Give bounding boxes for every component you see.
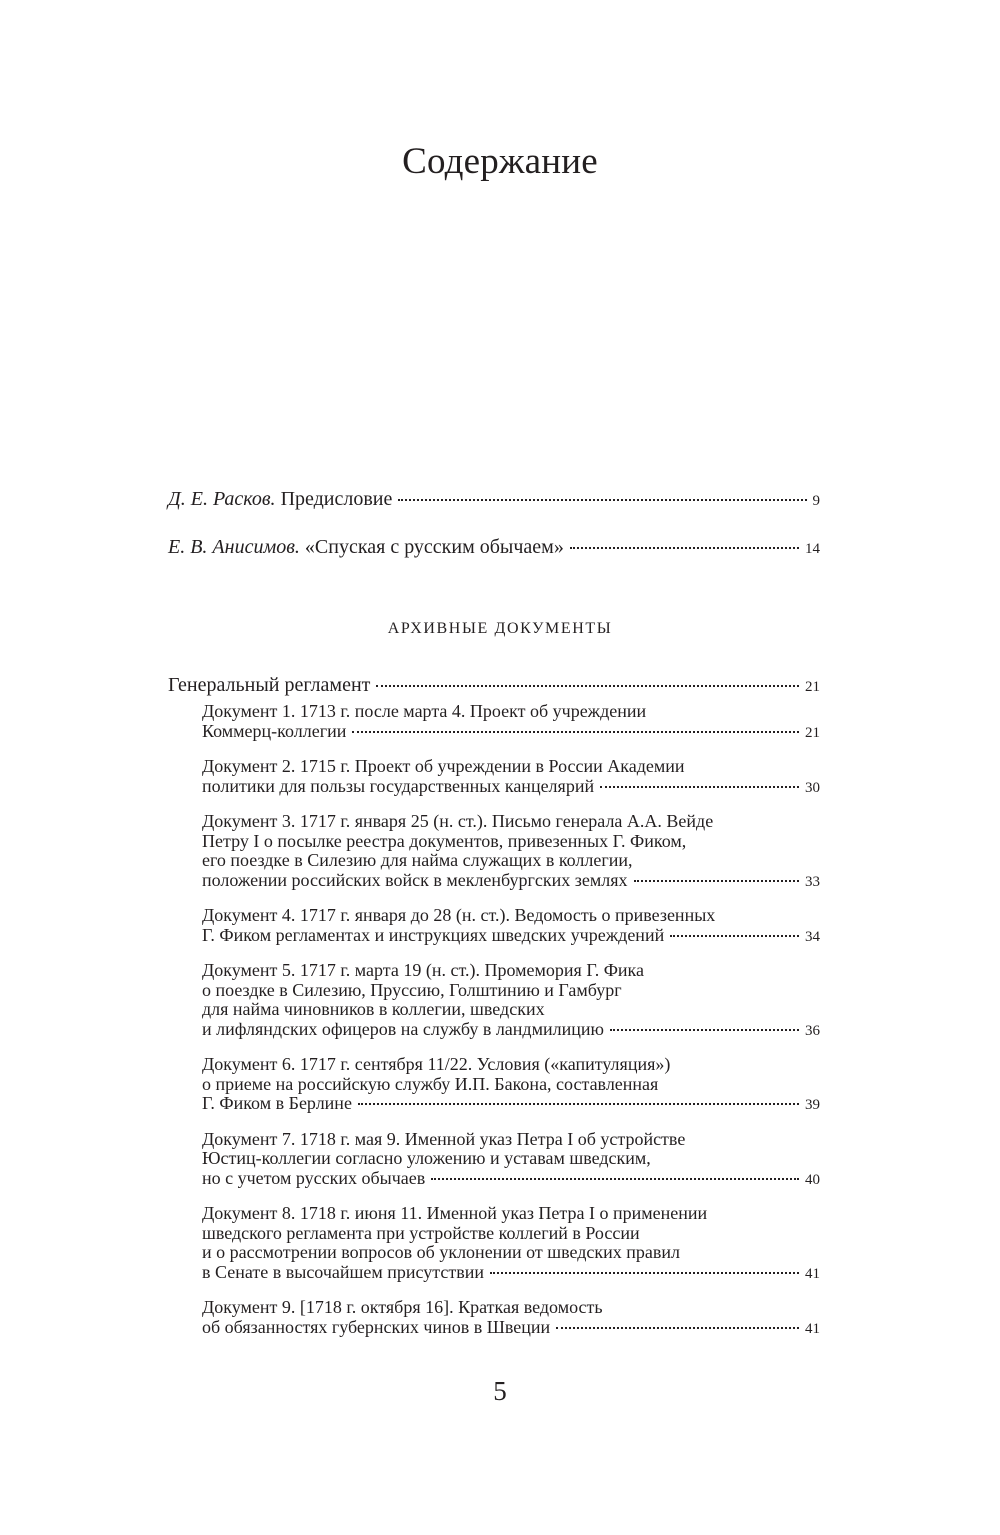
entry-last-line: об обязанностях губернских чинов в Швеции 41 — [202, 1318, 820, 1340]
toc-document-5[interactable] — [202, 961, 820, 1041]
dot-leader — [358, 1103, 799, 1105]
dot-leader — [634, 880, 799, 882]
entry-line: Документ 1. 1713 г. после марта 4. Проект об учреждении — [202, 701, 647, 721]
entry-last-line: Коммерц-коллегии 21 — [202, 722, 820, 744]
entry-line: шведского регламента при устройстве коллегий в России — [202, 1222, 640, 1243]
toc-document-8[interactable] — [202, 1204, 820, 1284]
entry-line: Документ 7. 1718 г. мая 9. Именной указ Петра I об устройстве — [202, 1128, 686, 1149]
dot-leader — [610, 1029, 799, 1031]
entry-author: Д. Е. Расков. — [168, 488, 276, 510]
entry-page-number: 40 — [805, 1171, 820, 1188]
entry-line: Документ 3. 1717 г. января 25 (н. ст.). Письмо генерала А.А. Вейде — [202, 811, 714, 831]
entry-title: «Спуская с русским обычаем» — [304, 536, 564, 558]
toc-document-3[interactable] — [202, 812, 820, 892]
entry-line: о приеме на российскую службу И.П. Бакона, составленная — [202, 1073, 659, 1094]
dot-leader — [398, 499, 806, 501]
entry-last-line: Г. Фиком регламентах и инструкциях шведских учреждений 34 — [202, 926, 820, 948]
toc-document-9[interactable] — [202, 1298, 820, 1339]
entry-line: Документ 2. 1715 г. Проект об учреждении в России Академии — [202, 756, 685, 776]
dot-leader — [670, 935, 799, 937]
dot-leader — [431, 1178, 799, 1180]
entry-line: его поездке в Силезию для найма служащих в коллегии, — [202, 850, 633, 870]
entry-line: Петру I о посылке реестра документов, привезенных Г. Фиком, — [202, 830, 687, 851]
dot-leader — [490, 1272, 799, 1274]
entry-page-number: 36 — [805, 1022, 820, 1039]
toc-document-7[interactable] — [202, 1130, 820, 1191]
entry-author: Е. В. Анисимов. — [168, 536, 300, 558]
entry-page-number: 14 — [805, 541, 820, 557]
entry-line: Документ 9. [1718 г. октября 16]. Краткая ведомость — [202, 1297, 603, 1317]
entry-line: Документ 5. 1717 г. марта 19 (н. ст.). Промемория Г. Фика — [202, 960, 645, 980]
toc-part-general-regulation[interactable] — [168, 674, 820, 697]
entry-line: Документ 4. 1717 г. января до 28 (н. ст.). Ведомость о привезенных — [202, 905, 716, 925]
dot-leader — [376, 685, 799, 687]
toc-entry-anisimov[interactable] — [168, 536, 820, 559]
entry-page-number: 39 — [805, 1097, 820, 1113]
entry-page-number: 30 — [805, 779, 820, 796]
entry-last-line: но с учетом русских обычаев 40 — [202, 1169, 820, 1191]
toc-document-6[interactable] — [202, 1055, 820, 1116]
page-title: Содержание — [402, 141, 598, 182]
entry-line: о поездке в Силезию, Пруссию, Голштинию и Гамбург — [202, 979, 622, 1000]
dot-leader — [352, 731, 799, 733]
entry-page-number: 21 — [805, 679, 820, 695]
entry-page-number: 33 — [805, 873, 820, 890]
entry-last-line: Г. Фиком в Берлине 39 — [202, 1094, 820, 1116]
entry-page-number: 41 — [805, 1320, 820, 1337]
archive-toc — [168, 674, 820, 1339]
entry-line: для найма чиновников в коллегии, шведских — [202, 999, 545, 1019]
entry-page-number: 21 — [805, 724, 820, 741]
entry-line: Документ 6. 1717 г. сентября 11/22. Условия («капитуляция») — [202, 1054, 671, 1074]
entry-line: и о рассмотрении вопросов об уклонении от шведских правил — [202, 1242, 680, 1262]
entry-last-line: положении российских войск в мекленбургских землях 33 — [202, 871, 820, 893]
toc-entry-preface[interactable] — [168, 488, 820, 511]
toc-document-1[interactable] — [202, 702, 820, 743]
dot-leader — [570, 547, 799, 549]
entry-line: Юстиц-коллегии согласно уложению и уставам шведским, — [202, 1148, 651, 1168]
entry-title: Предисловие — [280, 488, 393, 510]
entry-page-number: 41 — [805, 1265, 820, 1282]
intro-entries — [168, 488, 820, 559]
entry-page-number: 9 — [812, 493, 820, 509]
entry-last-line: в Сенате в высочайшем присутствии 41 — [202, 1263, 820, 1285]
page-number: 5 — [493, 1376, 507, 1406]
toc-document-2[interactable] — [202, 757, 820, 798]
entry-line: Документ 8. 1718 г. июня 11. Именной указ Петра I о применении — [202, 1203, 708, 1223]
entry-last-line: и лифляндских офицеров на службу в ландмилицию 36 — [202, 1020, 820, 1042]
section-heading: АРХИВНЫЕ ДОКУМЕНТЫ — [387, 620, 613, 637]
entry-page-number: 34 — [805, 928, 820, 945]
entry-title: Генеральный регламент — [168, 674, 371, 696]
entry-last-line: политики для пользы государственных канцелярий 30 — [202, 777, 820, 799]
dot-leader — [556, 1327, 799, 1329]
dot-leader — [600, 786, 799, 788]
toc-document-4[interactable] — [202, 906, 820, 947]
